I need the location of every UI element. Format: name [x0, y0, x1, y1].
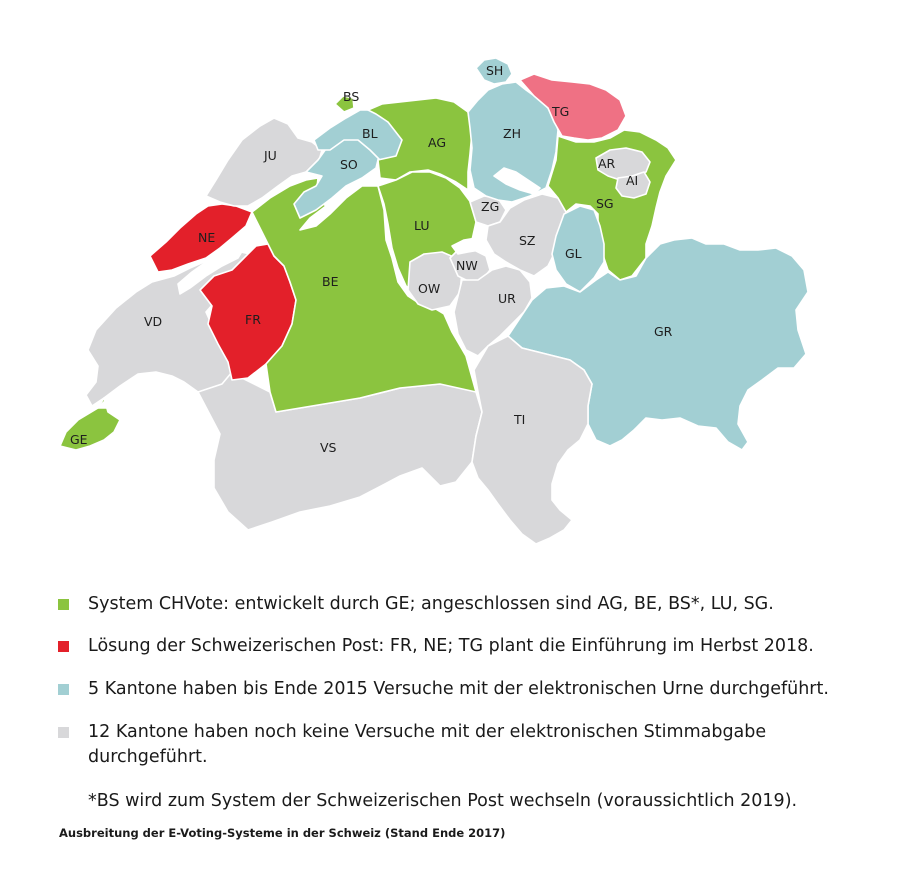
- label-tg: TG: [552, 104, 570, 119]
- legend-text: 5 Kantone haben bis Ende 2015 Versuche mit der elektronischen Urne durchgeführt.: [88, 679, 829, 699]
- label-ar: AR: [598, 156, 616, 171]
- label-vs: VS: [320, 440, 337, 455]
- legend-item-chvote: [58, 592, 878, 617]
- label-ag: AG: [428, 135, 447, 150]
- label-ti: TI: [514, 412, 526, 427]
- legend-text: System CHVote: entwickelt durch GE; angeschlossen sind AG, BE, BS*, LU, SG.: [88, 594, 774, 614]
- label-bl: BL: [362, 126, 378, 141]
- legend-swatch: [58, 641, 69, 652]
- legend-text: Lösung der Schweizerischen Post: FR, NE; TG plant die Einführung im Herbst 2018.: [88, 636, 814, 656]
- label-ne: NE: [198, 230, 216, 245]
- label-lu: LU: [414, 218, 430, 233]
- legend-text: 12 Kantone haben noch keine Versuche mit der elektronischen Stimmabgabe durchgeführt.: [88, 722, 767, 767]
- footnote: *BS wird zum System der Schweizerischen Post wechseln (voraussichtlich 2019).: [88, 791, 798, 811]
- label-sg: SG: [596, 196, 614, 211]
- label-ow: OW: [418, 281, 441, 296]
- label-gr: GR: [654, 324, 673, 339]
- legend-item-none: [58, 720, 878, 770]
- label-ur: UR: [498, 291, 516, 306]
- label-gl: GL: [565, 246, 582, 261]
- label-ju: JU: [264, 148, 277, 163]
- label-be: BE: [322, 274, 339, 289]
- legend-swatch: [58, 684, 69, 695]
- label-vd: VD: [144, 314, 163, 329]
- legend-item-post: [58, 634, 878, 659]
- label-ai: AI: [626, 173, 639, 188]
- legend-item-trial: [58, 677, 878, 702]
- legend-swatch: [58, 599, 69, 610]
- label-zh: ZH: [503, 126, 521, 141]
- label-zg: ZG: [481, 199, 500, 214]
- label-ge: GE: [70, 432, 88, 447]
- legend-swatch: [58, 727, 69, 738]
- label-sh: SH: [486, 63, 504, 78]
- label-so: SO: [340, 157, 358, 172]
- label-bs: BS: [343, 89, 360, 104]
- label-sz: SZ: [519, 233, 536, 248]
- label-fr: FR: [245, 312, 261, 327]
- figure-caption: Ausbreitung der E-Voting-Systeme in der Schweiz (Stand Ende 2017): [59, 826, 506, 840]
- label-nw: NW: [456, 258, 478, 273]
- canton-ti[interactable]: [472, 336, 592, 544]
